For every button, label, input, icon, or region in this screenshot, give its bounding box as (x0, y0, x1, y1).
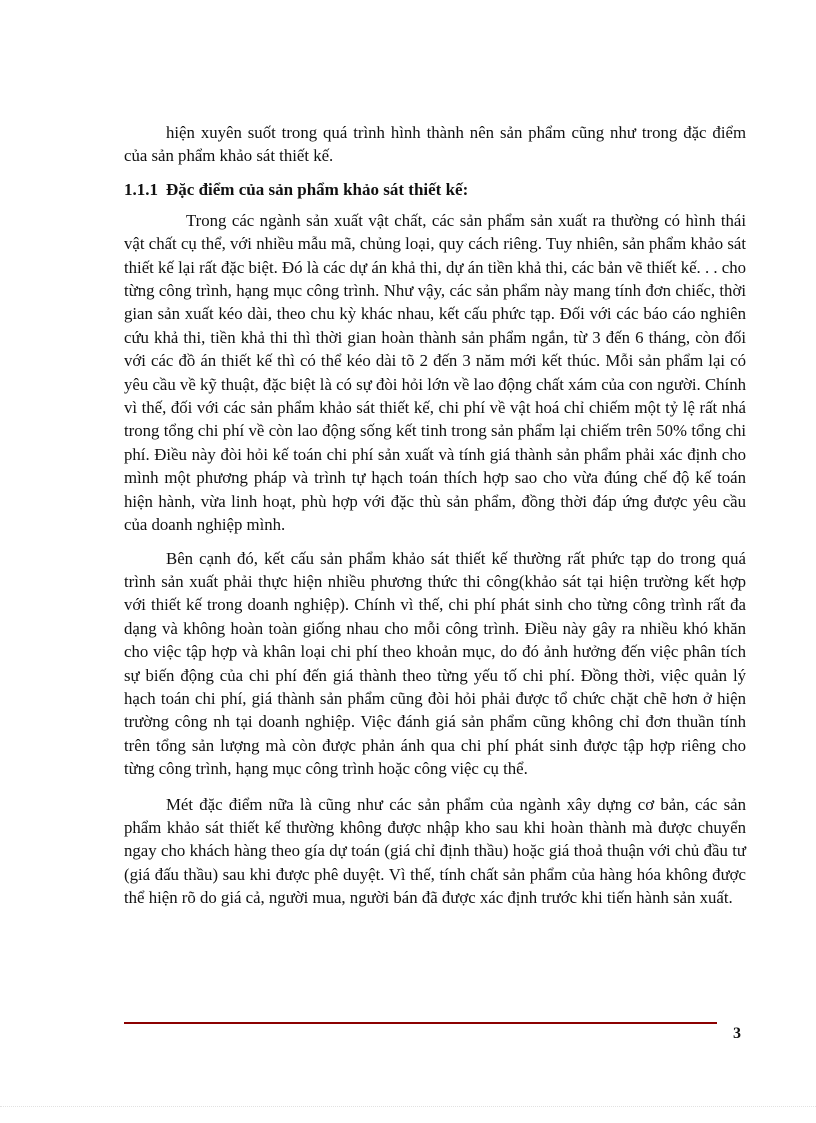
page-number: 3 (733, 1025, 741, 1042)
section-number: 1.1.1 (124, 179, 158, 199)
body-paragraph-2: Bên cạnh đó, kết cấu sản phẩm khảo sát thiết kế thường rất phức tạp do trong quá trình sản xuất phải thực hiện nhiều phương thức thi công(khảo sát tại hiện trường kết hợp với thiết kế trong doanh nghiệp). Chính vì thế, chi phí phát sinh cho từng công trình rất đa dạng và không hoàn toàn giống nhau cho mỗi công trình. Điều này gây ra nhiều khó khăn cho việc tập hợp và khân loại chi phí theo khoản mục, do đó ảnh hưởng đến việc phân tích sự biến động của chi phí đến giá thành theo từng yếu tố chi phí. Đồng thời, việc quản lý hạch toán chi phí, giá thành sản phẩm cũng đòi hỏi phải được tổ chức chặt chẽ hơn ở hiện trường công nh tại doanh nghiệp. Việc đánh giá sản phẩm cũng không chỉ đơn thuần tính trên tổng sản lượng mà còn được phản ánh qua chi phí phát sinh được tập hợp riêng cho từng công trình, hạng mục công trình hoặc công việc cụ thể. (124, 548, 746, 779)
body-paragraph-1: Trong các ngành sản xuất vật chất, các sản phẩm sản xuất ra thường có hình thái vật chất cụ thể, với nhiều mẫu mã, chủng loại, quy cách riêng. Tuy nhiên, sản phẩm khảo sát thiết kế lại rất đặc biệt. Đó là các dự án khả thi, dự án tiền khả thi, các bản vẽ thiết kế. . . cho từng công trình, hạng mục công trình. Như vậy, các sản phẩm này mang tính đơn chiếc, thời gian sản xuất kéo dài, theo chu kỳ khác nhau, kết cấu phức tạp. Đối với các báo cáo nghiên cứu khả thi, tiền khả thi thì thời gian hoàn thành sản phẩm ngắn, từ 3 đến 6 tháng, còn đối với các đồ án thiết kế thì có thể kéo dài tõ 2 đến 3 năm mới kết thúc. Mỗi sản phẩm lại có yêu cầu về kỹ thuật, đặc biệt là có sự đòi hỏi lớn về lao động chất xám của con người. Chính vì thế, đối với các sản phẩm khảo sát thiết kế, chi phí về vật hoá chỉ chiếm một tỷ lệ rất nhá trong tổng chi phí về còn lao động sống kết tinh trong sản phẩm lại chiếm trên 50% tổng chi phí. Điều này đòi hỏi kế toán chi phí sản xuất và tính giá thành sản phẩm phải xác định cho mình một phương pháp và trình tự hạch toán thích hợp sao cho vừa đúng chế độ kế toán hiện hành, vừa linh hoạt, phù hợp với đặc thù sản phẩm, đồng thời đáp ứng được yêu cầu của doanh nghiệp mình. (124, 210, 746, 535)
section-title: Đặc điểm của sản phẩm khảo sát thiết kế: (166, 179, 469, 199)
intro-paragraph: hiện xuyên suốt trong quá trình hình thành nên sản phẩm cũng như trong đặc điểm của sản phẩm khảo sát thiết kế. (124, 123, 746, 166)
footer-rule (124, 1022, 717, 1024)
body-paragraph-3: Mét đặc điểm nữa là cũng như các sản phẩm của ngành xây dựng cơ bản, các sản phẩm khảo sát thiết kế thường không được nhập kho sau khi hoàn thành mà được chuyển ngay cho khách hàng theo gía dự toán (giá chỉ định thầu) hoặc giá thoả thuận với chủ đầu tư (giá đấu thầu) sau khi được phê duyệt. Vì thế, tính chất sản phẩm của hàng hóa không được thể hiện rõ do giá cả, người mua, người bán đã được xác định trước khi tiến hành sản xuất. (124, 794, 746, 908)
section-heading (124, 178, 746, 201)
page-bottom-edge (0, 1106, 816, 1107)
page-content (124, 121, 746, 910)
